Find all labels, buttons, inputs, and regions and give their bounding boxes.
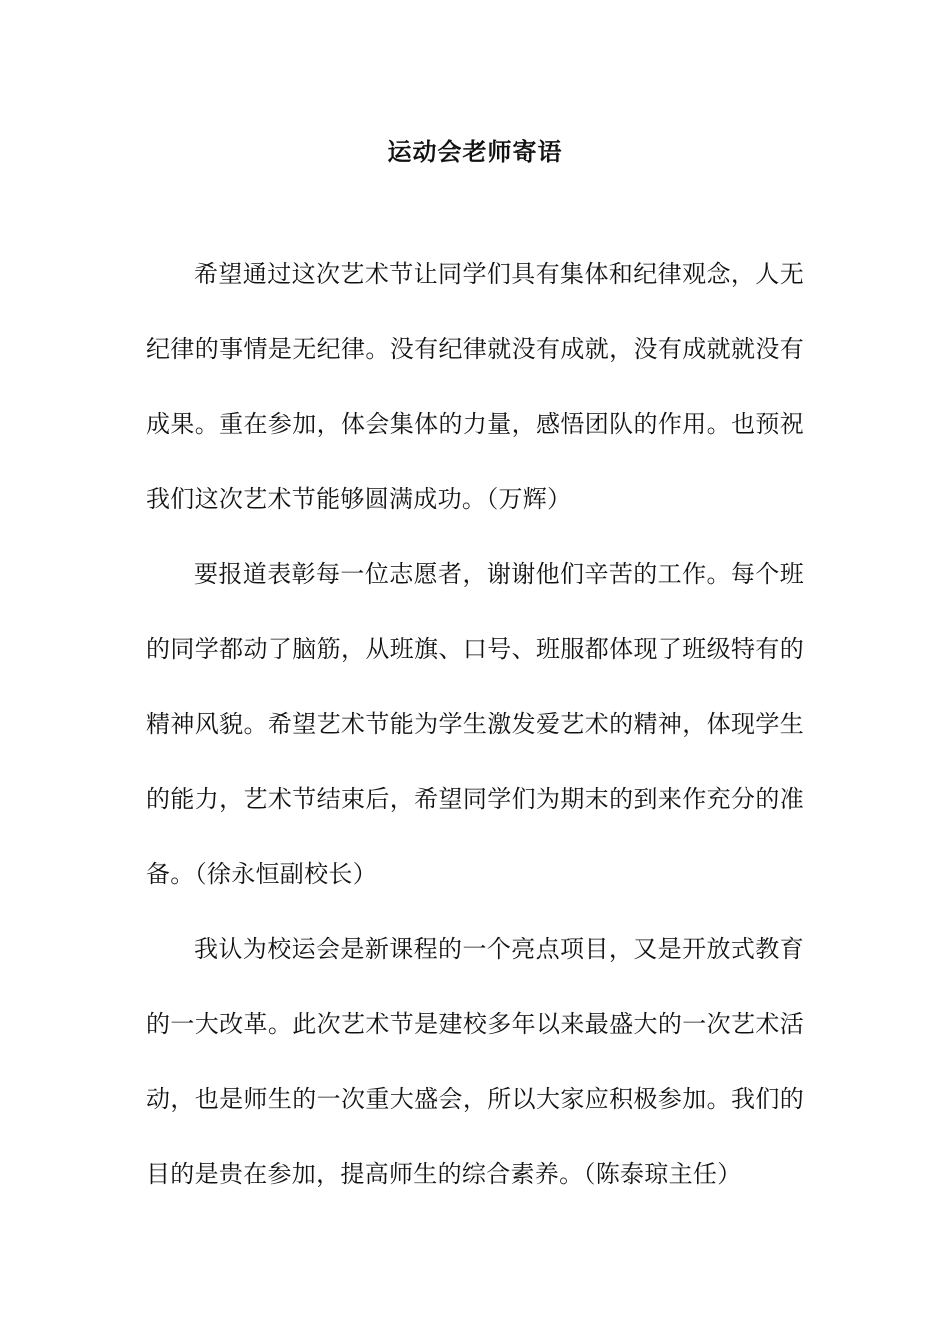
paragraph-xu-yongheng: 要报道表彰每一位志愿者，谢谢他们辛苦的工作。每个班的同学都动了脑筋，从班旗、口号、班服都体现了班级特有的精神风貌。希望艺术节能为学生激发爱艺术的精神，体现学生的能力，艺术节结束后，希望同学们为期末的到来作充分的准备。（徐永恒副校长） [146,560,804,888]
paragraph-chen-taiqiong: 我认为校运会是新课程的一个亮点项目，又是开放式教育的一大改革。此次艺术节是建校多年以来最盛大的一次艺术活动，也是师生的一次重大盛会，所以大家应积极参加。我们的目的是贵在参加，提高师生的综合素养。（陈泰琼主任） [146,935,804,1188]
document-body [146,237,804,1212]
paragraph-wan-hui: 希望通过这次艺术节让同学们具有集体和纪律观念，人无纪律的事情是无纪律。没有纪律就没有成就，没有成就就没有成果。重在参加，体会集体的力量，感悟团队的作用。也预祝我们这次艺术节能够圆满成功。（万辉） [146,260,804,513]
document-title: 运动会老师寄语 [387,137,563,166]
